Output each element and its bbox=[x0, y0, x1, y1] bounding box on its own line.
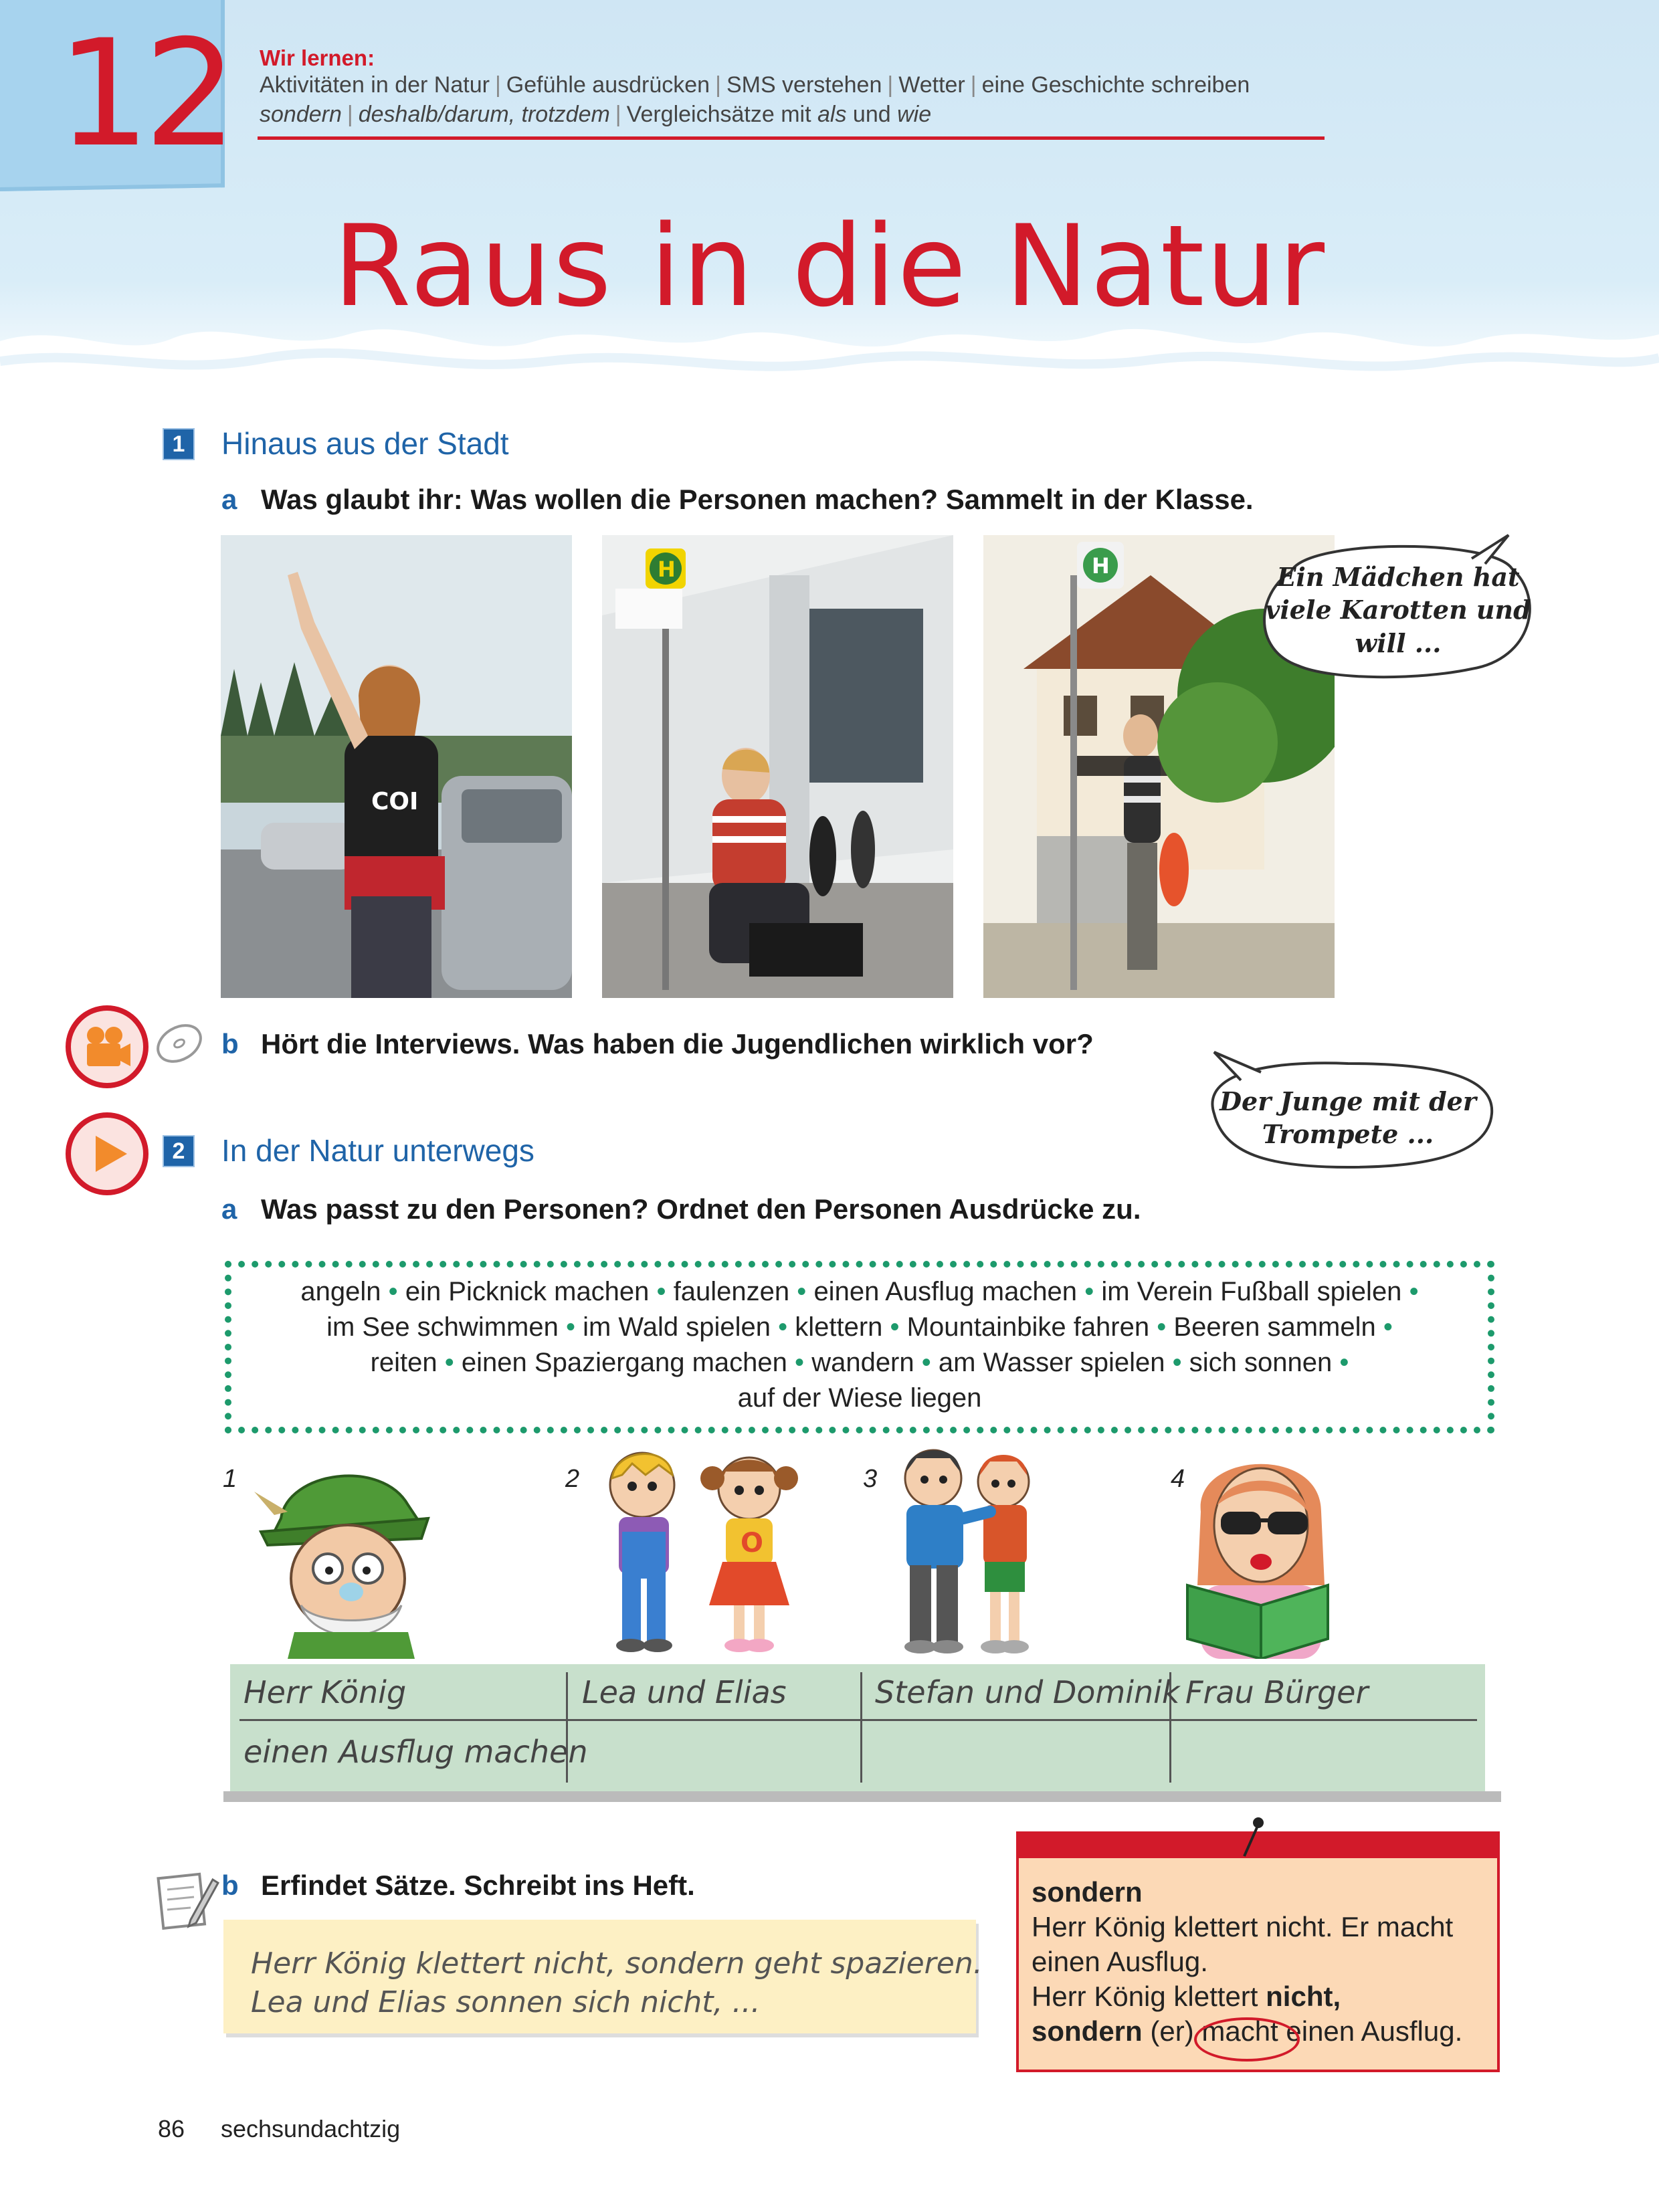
writing-icon bbox=[154, 1866, 221, 1933]
table-header-stefan-dominik: Stefan und Dominik bbox=[875, 1674, 1180, 1710]
photo-boy-trumpet bbox=[602, 535, 953, 998]
page-number: 86 bbox=[158, 2115, 185, 2142]
expression: wandern bbox=[811, 1348, 914, 1377]
table-shadow bbox=[223, 1791, 1501, 1802]
note-line-3 bbox=[1032, 1981, 1341, 2013]
exercise-1-title: Hinaus aus der Stadt bbox=[221, 426, 509, 461]
bullet: • bbox=[1339, 1348, 1349, 1377]
task-1b-letter: b bbox=[221, 1028, 239, 1060]
bubble-2-line: Der Junge mit der bbox=[1219, 1086, 1476, 1116]
character-frau-buerger bbox=[1174, 1438, 1348, 1659]
expression: im Verein Fußball spielen bbox=[1101, 1277, 1402, 1306]
page-word: sechsundachtzig bbox=[221, 2115, 401, 2142]
character-herr-koenig bbox=[248, 1445, 442, 1659]
bullet: • bbox=[1409, 1277, 1419, 1306]
expression-line bbox=[241, 1381, 1478, 1416]
bullet: • bbox=[1383, 1312, 1393, 1342]
exercise-2-title: In der Natur unterwegs bbox=[221, 1133, 534, 1168]
note-text: Herr König klettert bbox=[1032, 1981, 1266, 2012]
learn-topics: Aktivitäten in der Natur | Gefühle ausdrücken | SMS verstehen | Wetter | eine Geschichte schreiben bbox=[260, 72, 1250, 98]
exercise-2-number: 2 bbox=[163, 1135, 195, 1167]
character-number: 2 bbox=[565, 1465, 580, 1493]
task-2a-letter: a bbox=[221, 1193, 237, 1225]
grammar-vergleich: Vergleichsätze mit bbox=[626, 102, 811, 127]
task-1a-letter: a bbox=[221, 484, 237, 515]
expression: auf der Wiese liegen bbox=[737, 1383, 982, 1413]
bullet: • bbox=[890, 1312, 900, 1342]
bullet: • bbox=[1157, 1312, 1167, 1342]
grammar-wie: wie bbox=[897, 102, 932, 127]
svg-text:H: H bbox=[1092, 553, 1110, 579]
example-line-1: Herr König klettert nicht, sondern geht spazieren. bbox=[251, 1946, 983, 1981]
expression: im Wald spielen bbox=[583, 1312, 771, 1342]
expression: am Wasser spielen bbox=[938, 1348, 1165, 1377]
grammar-als: als bbox=[817, 102, 847, 127]
bullet: • bbox=[921, 1348, 931, 1377]
note-text: (er) bbox=[1142, 2015, 1202, 2047]
learn-grammar: sondern | deshalb/darum, trotzdem | Vergleichsätze mit als und wie bbox=[260, 102, 932, 127]
learn-topic: Wetter bbox=[898, 72, 965, 98]
task-1b-text: Hört die Interviews. Was haben die Jugendlichen wirklich vor? bbox=[261, 1028, 1094, 1060]
character-number: 4 bbox=[1171, 1465, 1185, 1493]
grammar-deshalb: deshalb/darum, trotzdem bbox=[358, 102, 610, 127]
bullet: • bbox=[778, 1312, 788, 1342]
expression: sich sonnen bbox=[1189, 1348, 1333, 1377]
table-header-frau-buerger: Frau Bürger bbox=[1185, 1674, 1369, 1710]
note-text: einen Ausflug. bbox=[1278, 2015, 1463, 2047]
bubble-1-line: Ein Mädchen hat bbox=[1276, 562, 1520, 592]
learn-topic: SMS verstehen bbox=[726, 72, 882, 98]
expression: Mountainbike fahren bbox=[906, 1312, 1150, 1342]
svg-text:O: O bbox=[741, 1528, 764, 1559]
bullet: • bbox=[795, 1348, 805, 1377]
bubble-2-line: Trompete ... bbox=[1262, 1119, 1434, 1150]
svg-text:COI: COI bbox=[371, 788, 419, 815]
table-header-herr-koenig: Herr König bbox=[243, 1674, 407, 1710]
character-number: 3 bbox=[863, 1465, 878, 1493]
chapter-number: 12 bbox=[57, 8, 231, 179]
header-rule bbox=[258, 136, 1325, 140]
speech-bubble-1-text bbox=[1264, 561, 1532, 660]
expression: angeln bbox=[300, 1277, 381, 1306]
note-heading: sondern bbox=[1032, 1876, 1143, 1908]
note-bold: nicht, bbox=[1266, 1981, 1341, 2012]
character-stefan-dominik bbox=[883, 1438, 1050, 1659]
expression-line bbox=[241, 1274, 1478, 1310]
bubble-1-line: will ... bbox=[1355, 627, 1442, 658]
learn-heading: Wir lernen: bbox=[260, 45, 375, 70]
learn-topic: Gefühle ausdrücken bbox=[506, 72, 710, 98]
expression: Beeren sammeln bbox=[1173, 1312, 1376, 1342]
expression: klettern bbox=[795, 1312, 883, 1342]
video-icon[interactable] bbox=[64, 1003, 151, 1090]
expression: im See schwimmen bbox=[326, 1312, 559, 1342]
note-line-1: Herr König klettert nicht. Er macht bbox=[1032, 1911, 1454, 1942]
character-lea-elias bbox=[592, 1438, 806, 1659]
bullet: • bbox=[388, 1277, 398, 1306]
note-circle bbox=[1194, 2017, 1300, 2062]
pin-icon bbox=[1238, 1813, 1264, 1859]
svg-text:H: H bbox=[658, 557, 676, 582]
example-line-2: Lea und Elias sonnen sich nicht, ... bbox=[251, 1985, 761, 2019]
task-2b-text: Erfindet Sätze. Schreibt ins Heft. bbox=[261, 1870, 695, 1901]
expression: ein Picknick machen bbox=[405, 1277, 650, 1306]
bullet: • bbox=[1084, 1277, 1094, 1306]
learn-topic: Aktivitäten in der Natur bbox=[260, 72, 490, 98]
bullet: • bbox=[444, 1348, 454, 1377]
bubble-1-line: viele Karotten und bbox=[1265, 595, 1531, 625]
note-bold: sondern bbox=[1032, 2015, 1143, 2047]
expression: faulenzen bbox=[673, 1277, 790, 1306]
photo-girl-parking bbox=[221, 535, 572, 998]
bullet: • bbox=[797, 1277, 807, 1306]
task-2b-letter: b bbox=[221, 1870, 239, 1901]
expression: reiten bbox=[370, 1348, 437, 1377]
expression: einen Spaziergang machen bbox=[461, 1348, 787, 1377]
grammar-sondern: sondern bbox=[260, 102, 342, 127]
task-1a-text: Was glaubt ihr: Was wollen die Personen machen? Sammelt in der Klasse. bbox=[261, 484, 1254, 515]
expression-line bbox=[241, 1345, 1478, 1381]
table-header-line bbox=[239, 1719, 1477, 1721]
expression-line bbox=[241, 1310, 1478, 1345]
note-line-2: einen Ausflug. bbox=[1032, 1946, 1208, 1977]
bullet: • bbox=[656, 1277, 666, 1306]
task-2a-text: Was passt zu den Personen? Ordnet den Personen Ausdrücke zu. bbox=[261, 1193, 1141, 1225]
character-number: 1 bbox=[223, 1465, 237, 1493]
table-header-lea-elias: Lea und Elias bbox=[582, 1674, 787, 1710]
play-icon[interactable] bbox=[64, 1110, 151, 1197]
expression-list bbox=[241, 1274, 1478, 1416]
table-col-line bbox=[860, 1672, 862, 1783]
speech-bubble-2-text bbox=[1207, 1085, 1488, 1151]
bullet: • bbox=[1172, 1348, 1182, 1377]
page-title: Raus in die Natur bbox=[332, 201, 1327, 332]
expression: einen Ausflug machen bbox=[813, 1277, 1078, 1306]
table-cell-example: einen Ausflug machen bbox=[243, 1734, 588, 1770]
exercise-1-number: 1 bbox=[163, 428, 195, 460]
bullet: • bbox=[565, 1312, 575, 1342]
grammar-und: und bbox=[852, 102, 891, 127]
learn-topic: eine Geschichte schreiben bbox=[981, 72, 1250, 98]
cd-icon[interactable] bbox=[153, 1020, 206, 1067]
note-circled-word: macht bbox=[1201, 2015, 1278, 2047]
